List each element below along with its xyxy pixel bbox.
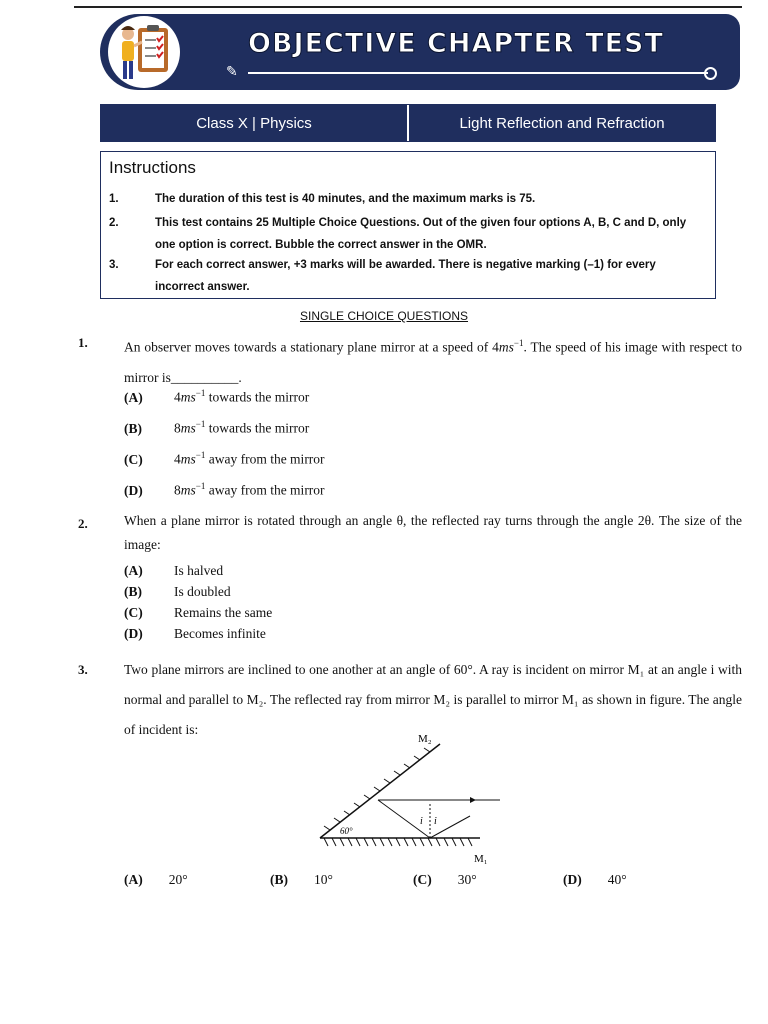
option-label: (D)	[124, 626, 143, 641]
option-label: (B)	[124, 584, 142, 599]
option-d[interactable]	[563, 872, 627, 888]
class-subject-label: Class X | Physics	[196, 114, 312, 132]
section-title: SINGLE CHOICE QUESTIONS	[299, 309, 469, 323]
option-b[interactable]	[124, 419, 309, 437]
question-unit-exponent: −1	[513, 338, 524, 348]
reflection-label: i	[434, 816, 437, 827]
option-unit: ms	[180, 420, 196, 436]
option-text: 40°	[607, 872, 627, 887]
option-label: (A)	[124, 563, 143, 578]
option-unit: ms	[180, 451, 196, 467]
instruction-number: 2.	[109, 217, 119, 229]
pen-icon: ✎	[226, 64, 238, 80]
option-value: 4	[174, 451, 181, 467]
instructions-box	[100, 151, 716, 299]
question-number: 1.	[78, 335, 88, 350]
angle-label: 60°	[340, 826, 353, 836]
instruction-text: The duration of this test is 40 minutes, and the maximum marks is 75.	[155, 193, 536, 205]
question-text-part: An observer moves towards a stationary plane mirror at a speed of 4	[124, 339, 499, 355]
m1-label: M₁	[474, 853, 488, 865]
option-label: (A)	[124, 872, 143, 887]
question-text: Two plane mirrors are inclined to one another at an angle of 60°. A ray is incident on mirror M₁ at an angle i with normal and parallel to M₂. The reflected ray from mirror M₂ is parallel to mirror M₁ as shown in figure. The angle of incident is:	[124, 662, 742, 737]
instruction-number: 3.	[109, 259, 119, 271]
ray-arrow	[470, 797, 476, 803]
question-number: 3.	[78, 662, 88, 677]
option-c[interactable]	[413, 872, 477, 888]
option-text: away from the mirror	[205, 482, 325, 498]
subject-bar	[100, 104, 716, 142]
instruction-item	[109, 188, 705, 210]
top-rule	[74, 6, 742, 8]
option-a[interactable]	[124, 872, 188, 888]
instruction-text: This test contains 25 Multiple Choice Questions. Out of the given four options A, B, C and D, only one option is correct. Bubble the correct answer in the OMR.	[155, 217, 687, 251]
title-banner	[100, 14, 740, 90]
option-exponent: −1	[195, 419, 206, 429]
incidence-label: i	[420, 816, 423, 827]
page-title: OBJECTIVE CHAPTER TEST	[248, 28, 664, 59]
option-label: (C)	[124, 605, 143, 620]
m2-label: M₂	[418, 733, 432, 745]
instruction-text: For each correct answer, +3 marks will be awarded. There is negative marking (–1) for every incorrect answer.	[155, 259, 656, 293]
option-value: 8	[174, 482, 181, 498]
option-label: (D)	[124, 482, 143, 498]
option-d[interactable]	[124, 626, 266, 642]
mirror-diagram	[300, 730, 520, 870]
option-b[interactable]	[124, 584, 231, 600]
option-value: 8	[174, 420, 181, 436]
option-a[interactable]	[124, 563, 223, 579]
banner-dot	[704, 67, 717, 80]
option-c[interactable]	[124, 450, 325, 468]
option-unit: ms	[180, 389, 196, 405]
clipboard-teacher-icon	[108, 16, 180, 88]
option-unit: ms	[180, 482, 196, 498]
option-text: Becomes infinite	[174, 626, 266, 641]
option-text: Is halved	[174, 563, 224, 578]
option-c[interactable]	[124, 605, 272, 621]
option-label: (B)	[124, 420, 142, 436]
banner-underline	[248, 72, 708, 74]
instruction-number: 1.	[109, 193, 119, 205]
option-text: away from the mirror	[205, 451, 325, 467]
option-exponent: −1	[195, 481, 206, 491]
instruction-item	[109, 212, 705, 256]
option-label: (B)	[270, 872, 288, 887]
option-b[interactable]	[270, 872, 333, 888]
mirror-m1-hatching	[324, 838, 472, 846]
option-text: towards the mirror	[205, 389, 310, 405]
option-text: 10°	[314, 872, 333, 887]
option-label: (C)	[124, 451, 143, 467]
option-value: 4	[174, 389, 181, 405]
option-exponent: −1	[195, 388, 206, 398]
option-text: 20°	[168, 872, 188, 887]
question-number: 2.	[78, 516, 88, 531]
option-text: towards the mirror	[205, 420, 310, 436]
option-exponent: −1	[195, 450, 206, 460]
chapter-label: Light Reflection and Refraction	[459, 114, 665, 132]
option-text: Remains the same	[174, 605, 273, 620]
mirror-m2-hatching	[324, 748, 430, 830]
option-label: (C)	[413, 872, 432, 887]
question-text: When a plane mirror is rotated through an angle θ, the reflected ray turns through the angle 2θ. The size of the image:	[124, 513, 742, 552]
option-text: 30°	[457, 872, 477, 887]
question-text	[124, 328, 742, 393]
option-d[interactable]	[124, 481, 325, 499]
instruction-item	[109, 254, 705, 298]
option-a[interactable]	[124, 388, 309, 406]
question-unit: ms	[498, 339, 514, 355]
option-label: (A)	[124, 389, 143, 405]
option-text: Is doubled	[174, 584, 231, 599]
question-text-part: . The speed of his image with respect to mirror is__________.	[124, 339, 742, 385]
instructions-title: Instructions	[109, 158, 196, 177]
option-label: (D)	[563, 872, 582, 887]
